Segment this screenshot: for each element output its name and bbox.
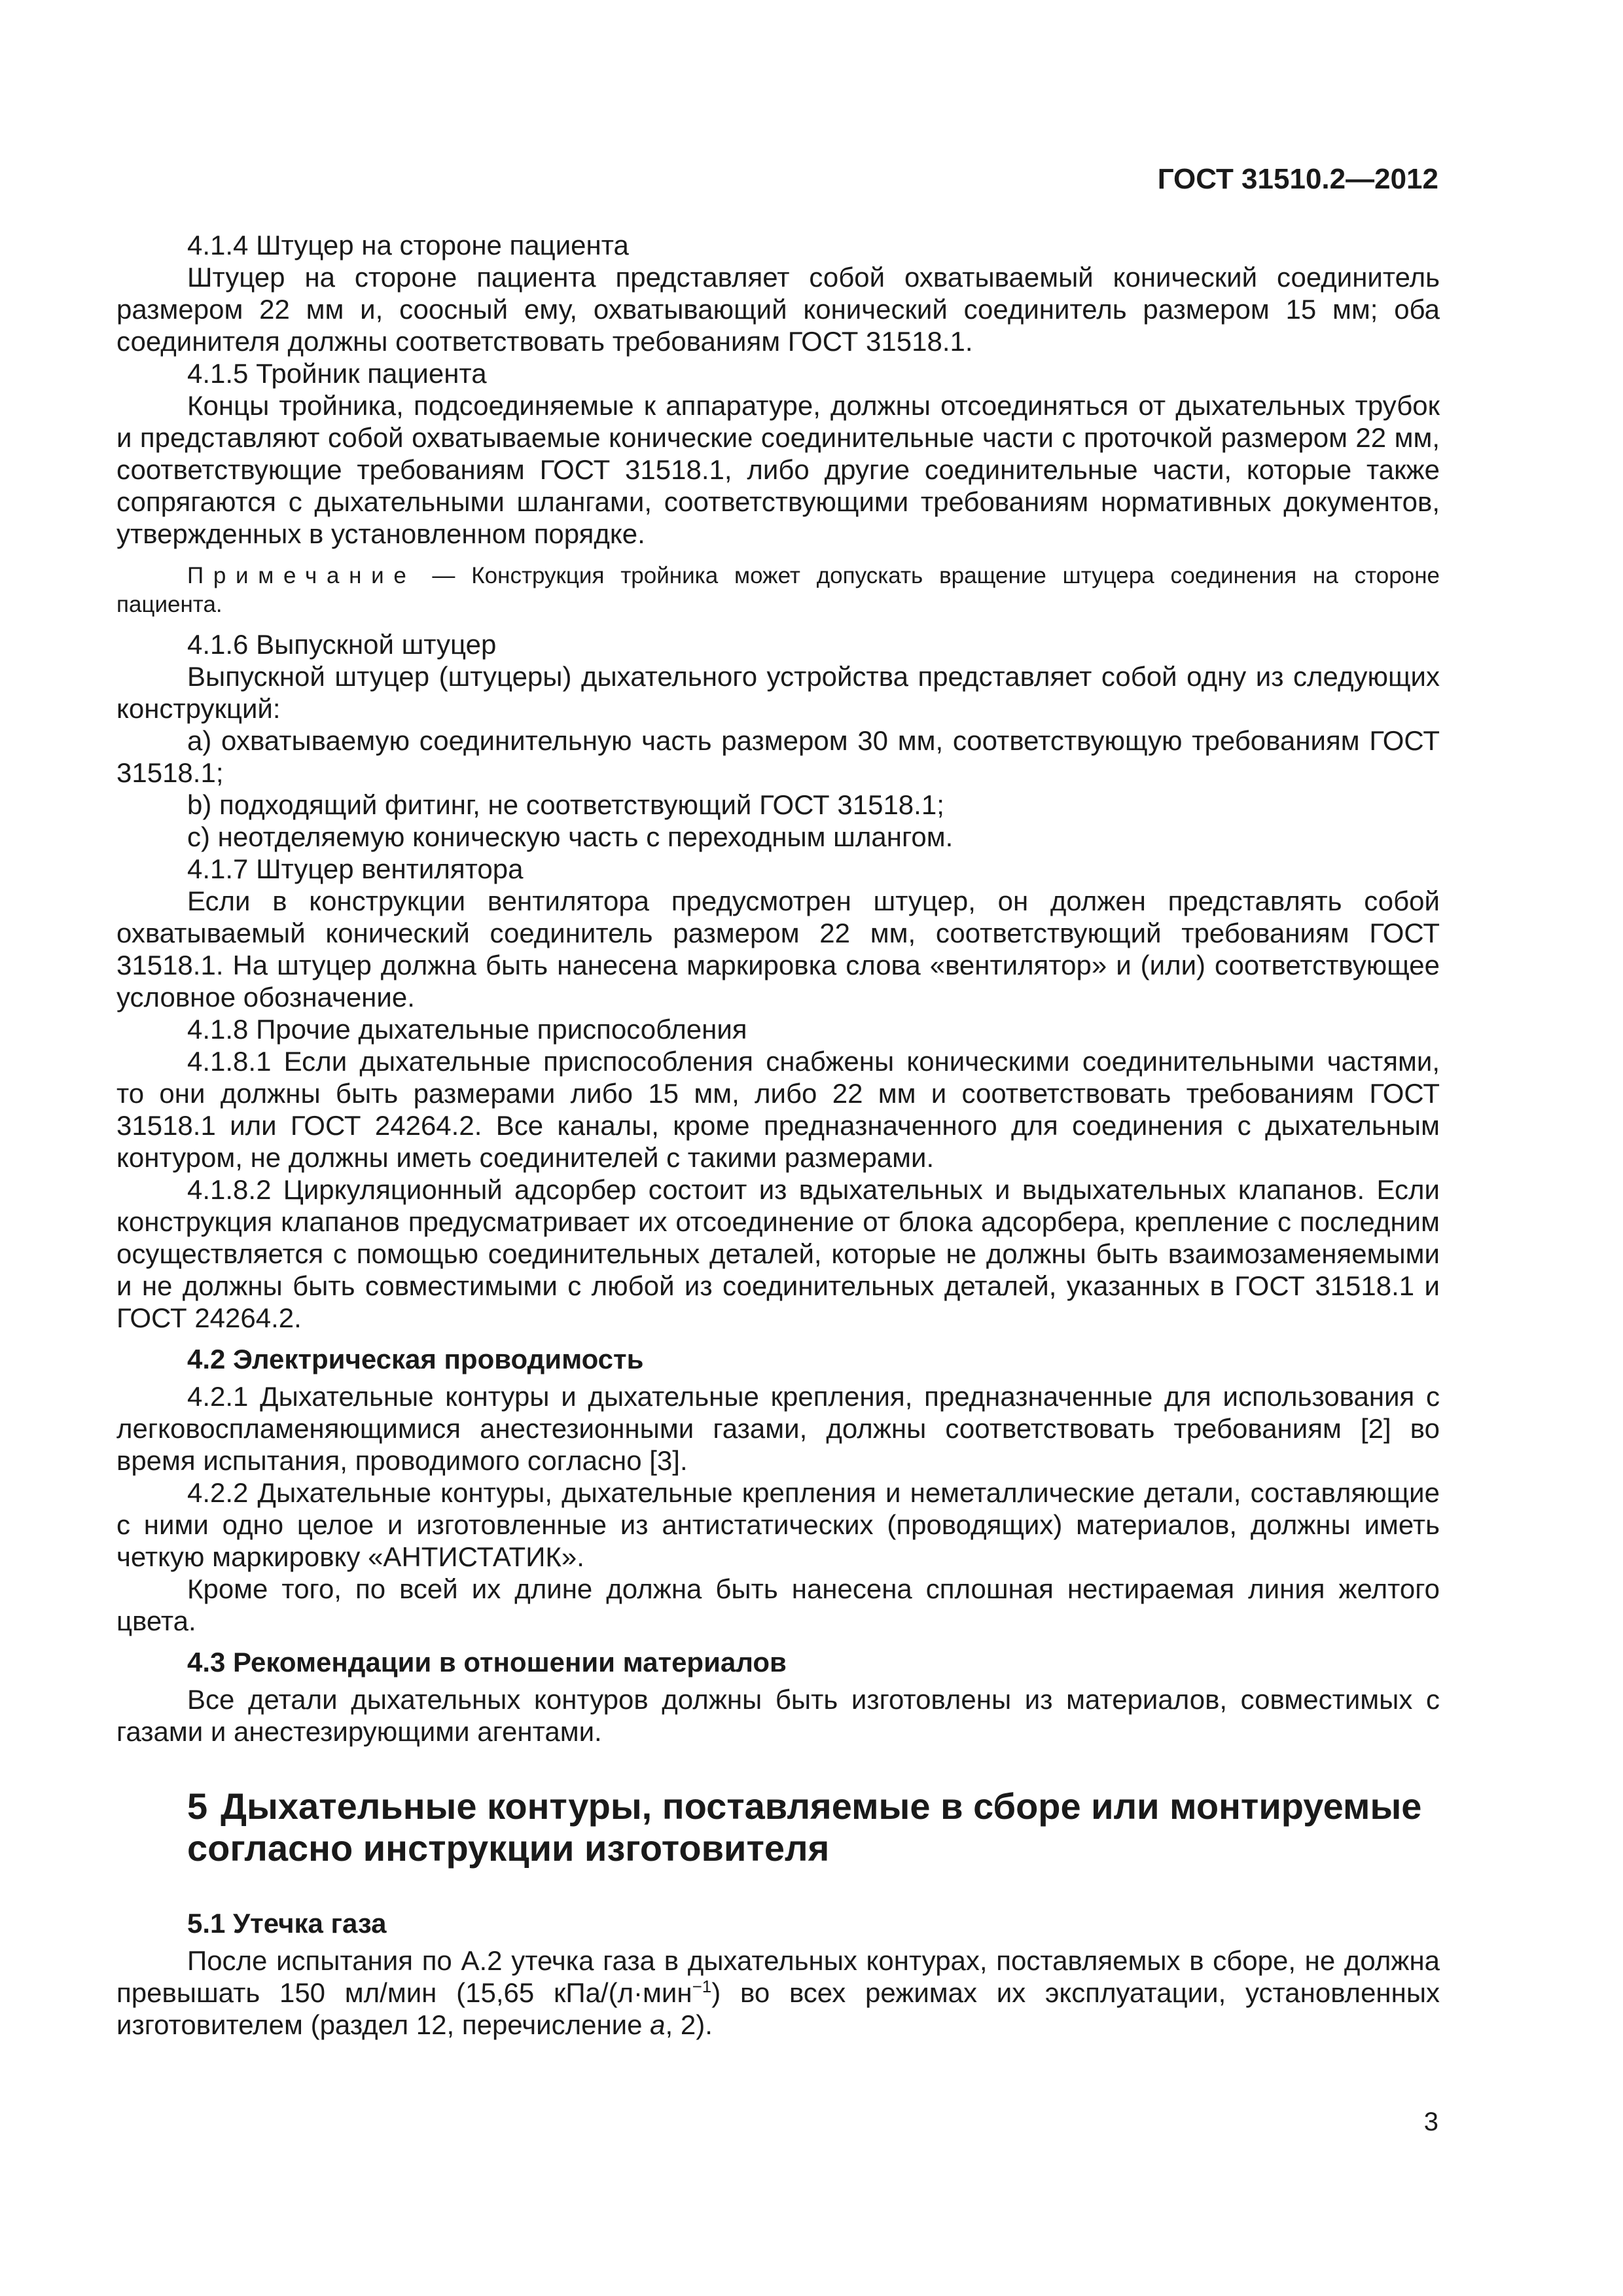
- section-4-3-text: Все детали дыхательных контуров должны быть изготовлены из материалов, совместимых с газами и анестезирующими агентами.: [116, 1684, 1440, 1747]
- section-4-1-8-1-text: 4.1.8.1 Если дыхательные приспособления снабжены коническими соединительными частями, то они должны быть размерами либо 15 мм, либо 22 мм и соответствовать требованиям ГОСТ 31518.1 или ГОСТ 24264.2. Все каналы, кроме предназначенного для соединения с дыхательным контуром, не должны иметь соединителей с такими размерами.: [116, 1046, 1440, 1173]
- note-text: — Конструкция тройника может допускать вращение штуцера соединения на стороне пациента.: [116, 563, 1440, 617]
- chapter-5-heading: [116, 1785, 1440, 1869]
- section-4-2-2-text: 4.2.2 Дыхательные контуры, дыхательные крепления и неметаллические детали, составляющие с ними одно целое и изготовленные из антистатических (проводящих) материалов, должны иметь четкую маркировку «АНТИСТАТИК».: [116, 1477, 1440, 1572]
- section-4-1-4-text: Штуцер на стороне пациента представляет собой охватываемый конический соединитель размером 22 мм и, соосный ему, охватывающий конический соединитель размером 15 мм; оба соединителя должны соответствовать требованиям ГОСТ 31518.1.: [116, 262, 1440, 357]
- note-label: Примечание: [187, 563, 416, 588]
- section-4-1-5-heading: 4.1.5 Тройник пациента: [187, 358, 487, 389]
- section-4-1-5-text: Концы тройника, подсоединяемые к аппаратуре, должны отсоединяться от дыхательных трубок и представляют собой охватываемые конические соединительные части с проточкой размером 22 мм, соответствующие требованиям ГОСТ 31518.1, либо другие соединительные части, которые также сопрягаются с дыхательными шлангами, соответствующими требованиям нормативных документов, утвержденных в установленном порядке.: [116, 390, 1440, 549]
- chapter-5-title: Дыхательные контуры, поставляемые в сборе или монтируемые согласно инструкции изготовителя: [187, 1785, 1422, 1869]
- section-5-1-text-part: , 2).: [665, 2009, 713, 2040]
- note-paragraph: [116, 562, 1440, 619]
- section-4-2-heading: 4.2 Электрическая проводимость: [187, 1344, 644, 1374]
- section-5-1-text-part: ) во всех режимах их эксплуатации, установленных изготовителем (раздел 12, перечисление: [116, 1977, 1440, 2040]
- section-4-2-1-text: 4.2.1 Дыхательные контуры и дыхательные крепления, предназначенные для использования с легковоспламеняющимися анестезионными газами, должны соответствовать требованиям [2] во время испытания, проводимого согласно [3].: [116, 1381, 1440, 1476]
- document-id-header: ГОСТ 31510.2—2012: [1157, 163, 1438, 195]
- section-4-3-heading: 4.3 Рекомендации в отношении материалов: [187, 1647, 787, 1677]
- chapter-5-number: 5: [187, 1785, 208, 1827]
- page-number: 3: [1423, 2108, 1438, 2136]
- section-5-1-text: [116, 1945, 1440, 2041]
- section-4-1-6-heading: 4.1.6 Выпускной штуцер: [187, 629, 497, 660]
- list-item-c: c) неотделяемую коническую часть с переходным шлангом.: [187, 821, 954, 852]
- list-item-a: а) охватываемую соединительную часть размером 30 мм, соответствующую требованиям ГОСТ 31518.1;: [116, 725, 1440, 788]
- section-4-1-7-heading: 4.1.7 Штуцер вентилятора: [187, 853, 524, 884]
- section-5-1-heading: 5.1 Утечка газа: [187, 1908, 387, 1939]
- unit-exponent: −1: [692, 1977, 712, 1996]
- section-4-1-6-text: Выпускной штуцер (штуцеры) дыхательного устройства представляет собой одну из следующих конструкций:: [116, 661, 1440, 724]
- section-4-1-8-2-text: 4.1.8.2 Циркуляционный адсорбер состоит из вдыхательных и выдыхательных клапанов. Если конструкция клапанов предусматривает их отсоединение от блока адсорбера, крепление с последним осуществляется с помощью соединительных деталей, которые не должны быть взаимозаменяемыми и не должны быть совместимыми с любой из соединительных деталей, указанных в ГОСТ 31518.1 и ГОСТ 24264.2.: [116, 1174, 1440, 1333]
- list-item-b: b) подходящий фитинг, не соответствующий ГОСТ 31518.1;: [187, 789, 944, 820]
- section-4-1-4-heading: 4.1.4 Штуцер на стороне пациента: [187, 230, 629, 260]
- section-4-2-2-continuation: Кроме того, по всей их длине должна быть нанесена сплошная нестираемая линия желтого цвета.: [116, 1573, 1440, 1636]
- enumeration-letter: а: [650, 2009, 666, 2040]
- section-4-1-8-heading: 4.1.8 Прочие дыхательные приспособления: [187, 1014, 747, 1045]
- section-4-1-7-text: Если в конструкции вентилятора предусмотрен штуцер, он должен представлять собой охватываемый конический соединитель размером 22 мм, соответствующий требованиям ГОСТ 31518.1. На штуцер должна быть нанесена маркировка слова «вентилятор» и (или) соответствующее условное обозначение.: [116, 886, 1440, 1013]
- document-body: [116, 229, 1440, 2041]
- section-5-1-text-part: После испытания по А.2 утечка газа в дыхательных контурах, поставляемых в сборе, не должна превышать 150 мл/мин (15,65 кПа/(л·мин: [116, 1945, 1440, 2008]
